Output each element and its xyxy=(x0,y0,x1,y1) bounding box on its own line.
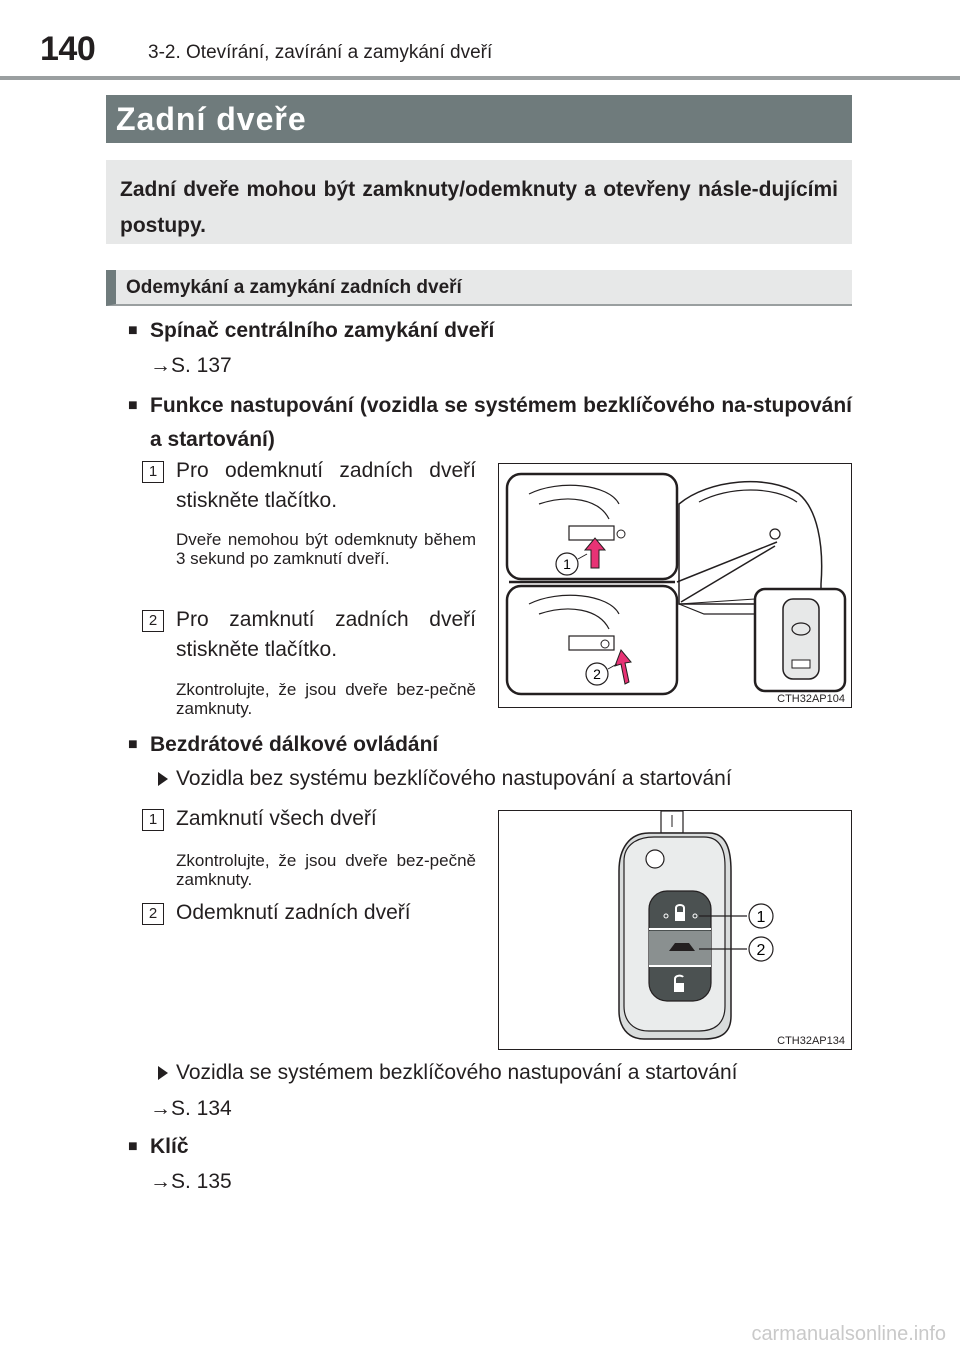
watermark: carmanualsonline.info xyxy=(751,1323,946,1345)
step-number: 1 xyxy=(142,809,164,831)
square-bullet-icon: ■ xyxy=(128,1138,138,1155)
figure-tailgate-button xyxy=(498,463,852,708)
callout-1: 1 xyxy=(756,909,766,926)
arrow-icon: → xyxy=(150,1170,171,1193)
header-rule xyxy=(0,76,960,80)
item-heading: Funkce nastupování (vozidla se systémem bezklíčového na-stupování a startování) xyxy=(150,394,852,451)
step-note: Dveře nemohou být odemknuty během 3 sekund po zamknutí dveří. xyxy=(176,530,476,568)
callout-2: 2 xyxy=(756,942,766,959)
section-title: Zadní dveře xyxy=(106,95,852,143)
triangle-bullet-icon xyxy=(158,1066,168,1080)
page-reference[interactable]: →S. 135 xyxy=(150,1170,232,1193)
step-number: 2 xyxy=(142,903,164,925)
callout-1: 1 xyxy=(563,556,571,572)
subitem-heading: Vozidla se systémem bezklíčového nastupování a startování xyxy=(176,1061,738,1084)
arrow-icon: → xyxy=(150,1097,171,1120)
step-text: Odemknutí zadních dveří xyxy=(176,901,411,924)
item-heading: Spínač centrálního zamykání dveří xyxy=(150,319,495,342)
figure-code: CTH32AP134 xyxy=(777,1035,845,1047)
figure-remote-key xyxy=(498,810,852,1050)
subitem-heading: Vozidla bez systému bezklíčového nastupování a startování xyxy=(176,767,732,790)
arrow-icon: → xyxy=(150,354,171,377)
intro-box: Zadní dveře mohou být zamknuty/odemknuty a otevřeny násle-dujícími postupy. xyxy=(106,160,852,244)
tailgate-illustration xyxy=(499,464,851,707)
page-number: 140 xyxy=(40,30,96,68)
page-reference[interactable]: →S. 137 xyxy=(150,354,232,377)
step-note: Zkontrolujte, že jsou dveře bez-pečně zamknuty. xyxy=(176,851,476,889)
item-heading: Klíč xyxy=(150,1135,189,1158)
triangle-bullet-icon xyxy=(158,772,168,786)
square-bullet-icon: ■ xyxy=(128,736,138,753)
subsection-heading: Odemykání a zamykání zadních dveří xyxy=(106,270,852,306)
item-heading: Bezdrátové dálkové ovládání xyxy=(150,733,439,756)
remote-key-illustration xyxy=(499,811,851,1049)
step-text: Pro odemknutí zadních dveří stiskněte tlačítko. xyxy=(176,459,476,512)
square-bullet-icon: ■ xyxy=(128,322,138,339)
step-text: Zamknutí všech dveří xyxy=(176,807,377,830)
square-bullet-icon: ■ xyxy=(128,397,138,414)
chapter-title: 3-2. Otevírání, zavírání a zamykání dveří xyxy=(148,42,493,63)
figure-code: CTH32AP104 xyxy=(777,693,845,705)
step-note: Zkontrolujte, že jsou dveře bez-pečně zamknuty. xyxy=(176,680,476,718)
step-text: Pro zamknutí zadních dveří stiskněte tlačítko. xyxy=(176,608,476,661)
step-number: 1 xyxy=(142,461,164,483)
step-number: 2 xyxy=(142,610,164,632)
callout-2: 2 xyxy=(593,666,601,682)
page-reference[interactable]: →S. 134 xyxy=(150,1097,232,1120)
